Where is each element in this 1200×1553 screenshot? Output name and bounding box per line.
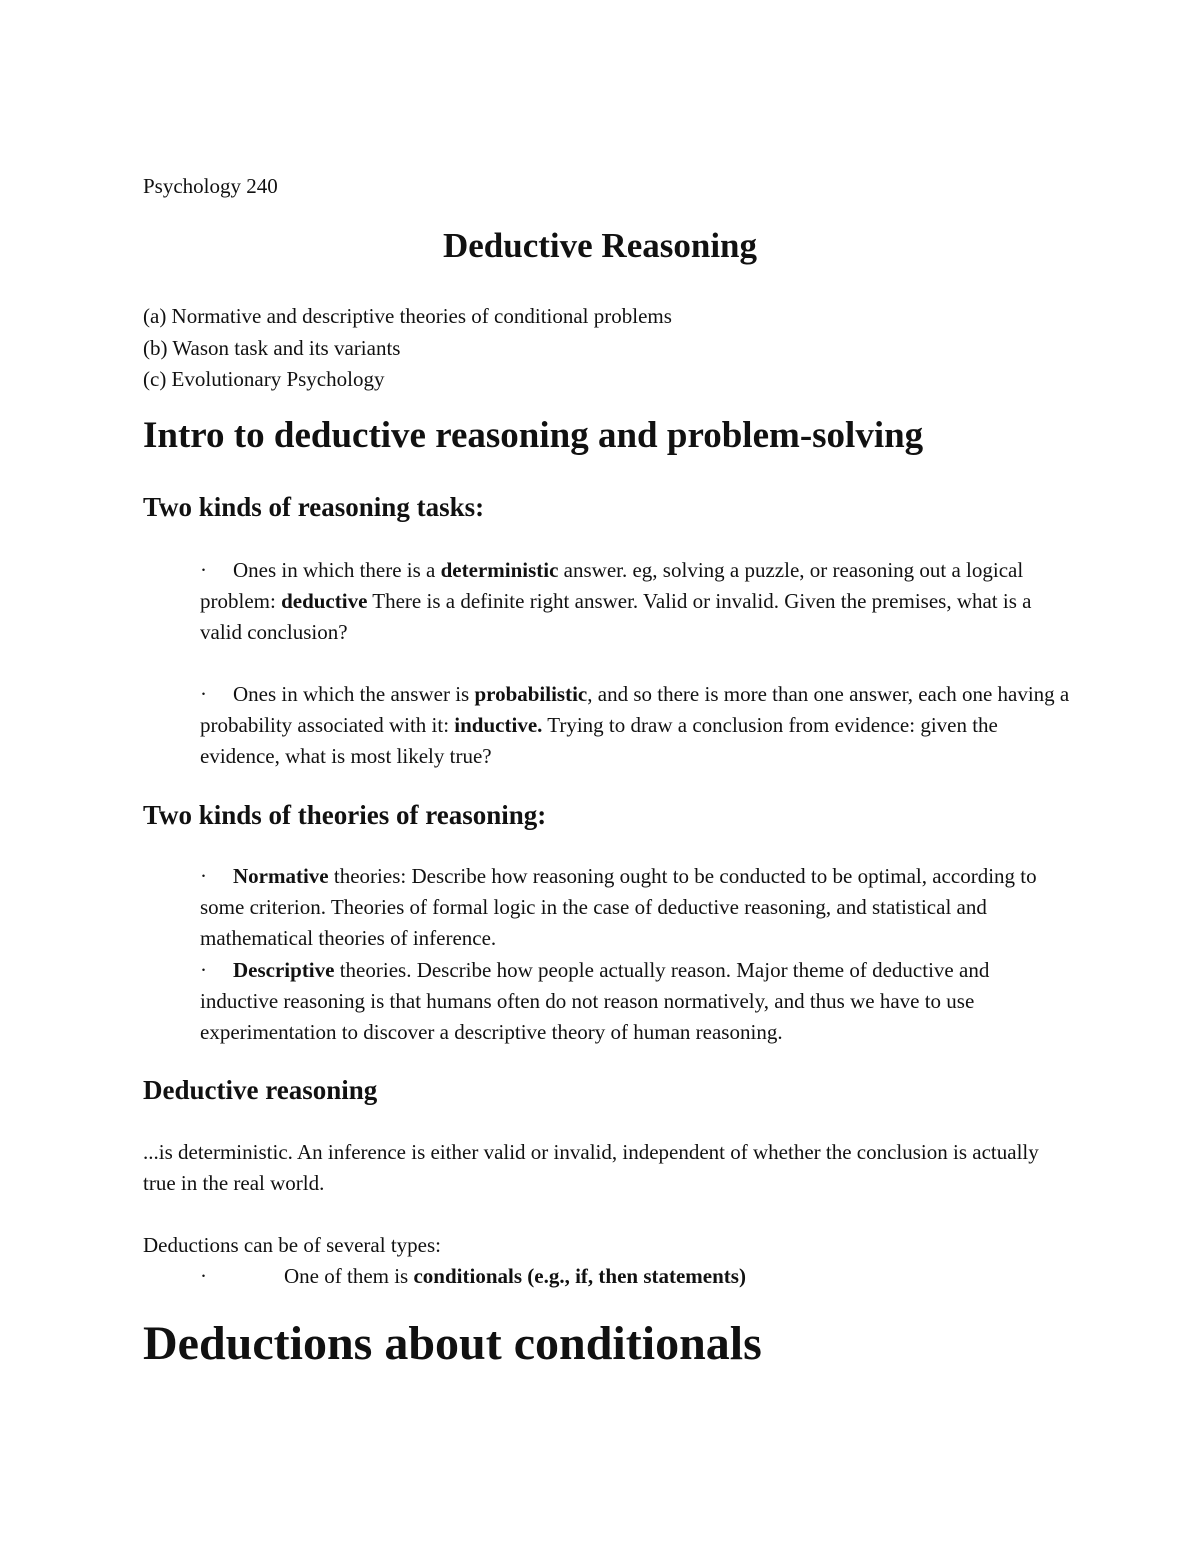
bullet-dot: · <box>200 864 207 888</box>
bullet-text: theories. Describe how people actually reason. Major theme of deductive and inductive reasoning is that humans often do not reason normatively, and thus we have to use experimentation to discover a descriptive theory of human reasoning. <box>200 958 990 1045</box>
deductive-heading: Deductive reasoning <box>143 1075 378 1105</box>
bullet-text: answer. eg, solving a puzzle, or reasoning out a logical problem: <box>200 558 1024 614</box>
bold-term: inductive. <box>454 713 543 738</box>
outline-item: (c) Evolutionary Psychology <box>143 367 385 391</box>
bold-term: deterministic <box>440 558 559 582</box>
bullet-text: Ones in which the answer is <box>233 682 475 706</box>
intro-heading: Intro to deductive reasoning and problem-solving <box>143 415 924 456</box>
course-label: Psychology 240 <box>143 174 278 198</box>
theories-bullet-normative <box>200 861 1070 955</box>
theories-heading: Two kinds of theories of reasoning: <box>143 800 547 830</box>
bullet-dot: · <box>200 958 207 982</box>
topic-outline <box>143 301 672 396</box>
bullet-dot: · <box>200 558 207 582</box>
bullet-text: theories: Describe how reasoning ought to be conducted to be optimal, according to some criterion. Theories of formal logic in the case of deductive reasoning, and statistical and mathematical theories of inference. <box>200 864 1037 951</box>
bullet-text: There is a definite right answer. Valid or invalid. Given the premises, what is a valid conclusion? <box>200 589 1032 645</box>
bold-term: deductive <box>281 589 368 614</box>
tasks-bullet-probabilistic <box>200 679 1070 773</box>
outline-item: (b) Wason task and its variants <box>143 335 401 360</box>
theories-bullet-descriptive <box>200 955 1070 1049</box>
conditionals-heading: Deductions about conditionals <box>143 1317 762 1370</box>
bullet-dot: · <box>200 1264 207 1288</box>
document-title: Deductive Reasoning <box>442 226 758 265</box>
bullet-text: , and so there is more than one answer, each one having a probability associated with it: <box>200 682 1070 738</box>
bullet-text: Ones in which there is a <box>233 558 441 582</box>
types-bullet <box>200 1261 1070 1292</box>
bullet-text: One of them is <box>284 1264 414 1288</box>
bullet-text: Trying to draw a conclusion from evidence: given the evidence, what is most likely true? <box>200 713 998 769</box>
bold-term: Descriptive <box>233 958 335 982</box>
types-intro: Deductions can be of several types: <box>143 1233 441 1257</box>
bullet-dot: · <box>200 682 207 706</box>
outline-item: (a) Normative and descriptive theories of conditional problems <box>143 304 672 328</box>
bold-term: probabilistic <box>474 682 588 706</box>
bold-term: conditionals (e.g., if, then statements) <box>413 1264 746 1288</box>
tasks-heading: Two kinds of reasoning tasks: <box>143 492 485 522</box>
deductive-paragraph: ...is deterministic. An inference is either valid or invalid, independent of whether the conclusion is actually true in the real world. <box>143 1140 1039 1196</box>
bold-term: Normative <box>233 864 329 888</box>
tasks-bullet-deterministic <box>200 555 1070 649</box>
